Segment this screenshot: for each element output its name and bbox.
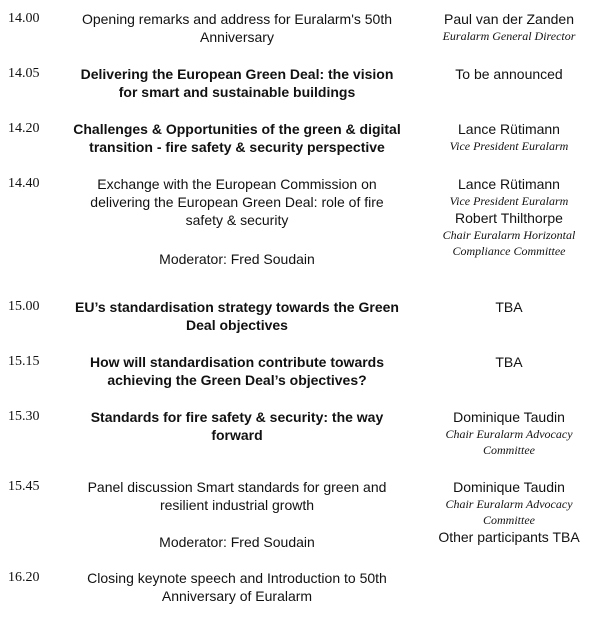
agenda-moderator: Moderator: Fred Soudain: [159, 251, 315, 267]
speaker-role: Vice President Euralarm: [449, 194, 569, 208]
agenda-title: Opening remarks and address for Euralarm's 50th Anniversary: [81, 11, 393, 45]
agenda-speakers: [420, 353, 598, 371]
speaker-role: Euralarm General Director: [442, 29, 576, 43]
speaker-name: Other participants TBA: [438, 529, 580, 545]
agenda-title: Standards for fire safety & security: the way forward: [90, 409, 384, 443]
agenda-speakers: [420, 120, 598, 154]
speaker-role: Vice President Euralarm: [449, 139, 569, 153]
agenda-time: 15.00: [8, 299, 40, 314]
speaker-name: To be announced: [455, 66, 563, 82]
speaker-name: Paul van der Zanden: [444, 11, 574, 27]
agenda-speakers: [420, 298, 598, 316]
agenda-time: 14.05: [8, 66, 40, 81]
speaker-name: Robert Thilthorpe: [455, 210, 563, 226]
agenda-time: 14.00: [8, 11, 40, 26]
agenda-moderator: Moderator: Fred Soudain: [159, 534, 315, 550]
agenda-title: Exchange with the European Commission on delivering the European Green Deal: role of fire safety & security: [90, 176, 384, 228]
speaker-name: Dominique Taudin: [453, 479, 565, 495]
agenda-time: 16.20: [8, 570, 40, 585]
agenda-title: EU’s standardisation strategy towards the Green Deal objectives: [75, 299, 399, 333]
agenda-title: Panel discussion Smart standards for green and resilient industrial growth: [87, 479, 387, 513]
agenda-title: Challenges & Opportunities of the green & digital transition - fire safety & security perspective: [73, 121, 401, 155]
speaker-role: Chair Euralarm Advocacy Committee: [445, 427, 573, 457]
agenda-title: Closing keynote speech and Introduction to 50th Anniversary of Euralarm: [87, 570, 387, 604]
agenda-title: How will standardisation contribute towards achieving the Green Deal’s objectives?: [89, 354, 385, 388]
agenda-time: 15.30: [8, 409, 40, 424]
agenda-title: Delivering the European Green Deal: the vision for smart and sustainable buildings: [80, 66, 394, 100]
speaker-name: TBA: [495, 354, 523, 370]
agenda-speakers: [420, 408, 598, 458]
speaker-name: Lance Rütimann: [458, 176, 560, 192]
agenda-time: 15.45: [8, 479, 40, 494]
agenda-speakers: [420, 478, 598, 546]
agenda-time: 15.15: [8, 354, 40, 369]
agenda-time: 14.40: [8, 176, 40, 191]
agenda-speakers: [420, 175, 598, 259]
speaker-role: Chair Euralarm Horizontal Compliance Committee: [442, 228, 576, 258]
speaker-name: Dominique Taudin: [453, 409, 565, 425]
speaker-role: Chair Euralarm Advocacy Committee: [445, 497, 573, 527]
agenda-time: 14.20: [8, 121, 40, 136]
agenda-speakers: [420, 10, 598, 44]
speaker-name: Lance Rütimann: [458, 121, 560, 137]
agenda-speakers: [420, 65, 598, 83]
speaker-name: TBA: [495, 299, 523, 315]
